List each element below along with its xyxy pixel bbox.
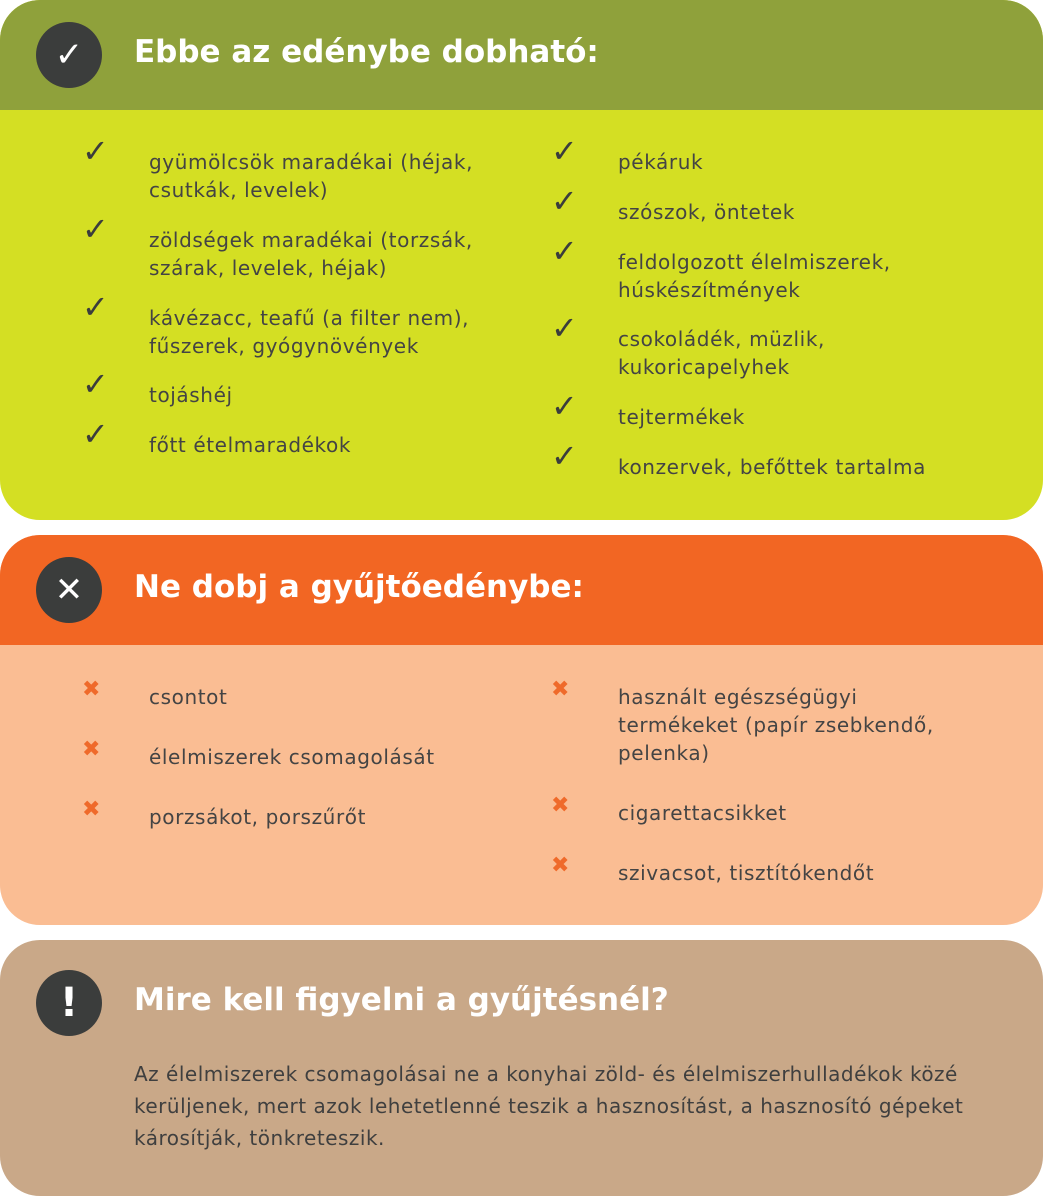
- list-item-text: csokoládék, müzlik, kukoricapelyhek: [618, 327, 825, 379]
- check-icon: ✓: [36, 22, 102, 88]
- list-item-text: pékáruk: [618, 150, 704, 174]
- notice-text: Az élelmiszerek csomagolásai ne a konyhai zöld- és élelmiszerhulladékok közé kerüljenek, mert azok lehetetlenné teszik a hasznosítást, a hasznosító gépeket károsítják, tönkreteszik.: [134, 1062, 964, 1150]
- list-item-text: tejtermékek: [618, 405, 745, 429]
- list-item-text: használt egészségügyi termékeket (papír zsebkendő, pelenka): [618, 685, 934, 765]
- list-item-text: cigarettacsikket: [618, 801, 787, 825]
- list-item-text: feldolgozott élelmiszerek, húskészítmények: [618, 250, 891, 302]
- checkmark-icon: ✓: [82, 415, 109, 453]
- list-item-text: zöldségek maradékai (torzsák, szárak, levelek, héjak): [149, 228, 473, 280]
- checkmark-icon: ✓: [551, 182, 578, 220]
- forbidden-header: [0, 535, 1043, 645]
- x-mark-icon: ✖: [82, 797, 101, 822]
- list-item-text: gyümölcsök maradékai (héjak, csutkák, levelek): [149, 150, 474, 202]
- checkmark-icon: ✓: [551, 309, 578, 347]
- list-item-text: csontot: [149, 685, 228, 709]
- list-item-text: szószok, öntetek: [618, 200, 795, 224]
- list-item-text: főtt ételmaradékok: [149, 433, 352, 457]
- x-mark-icon: ✖: [551, 853, 570, 878]
- close-icon: ✕: [36, 557, 102, 623]
- checkmark-icon: ✓: [82, 132, 109, 170]
- notice-panel: [0, 940, 1043, 1196]
- checkmark-icon: ✓: [551, 387, 578, 425]
- x-mark-icon: ✖: [82, 737, 101, 762]
- x-mark-icon: ✖: [551, 677, 570, 702]
- notice-header: [0, 940, 1043, 1060]
- exclamation-icon: !: [36, 970, 102, 1036]
- list-item-text: szivacsot, tisztítókendőt: [618, 861, 875, 885]
- allowed-header: [0, 0, 1043, 110]
- list-item-text: kávézacc, teafű (a filter nem), fűszerek, gyógynövények: [149, 306, 470, 358]
- checkmark-icon: ✓: [551, 437, 578, 475]
- allowed-title: Ebbe az edénybe dobható:: [134, 34, 599, 70]
- list-item-text: porzsákot, porszűrőt: [149, 805, 367, 829]
- checkmark-icon: ✓: [82, 210, 109, 248]
- list-item-text: konzervek, befőttek tartalma: [618, 455, 926, 479]
- forbidden-panel: [0, 535, 1043, 925]
- x-mark-icon: ✖: [551, 793, 570, 818]
- checkmark-icon: ✓: [82, 288, 109, 326]
- list-item-text: tojáshéj: [149, 383, 233, 407]
- checkmark-icon: ✓: [82, 365, 109, 403]
- allowed-panel: [0, 0, 1043, 520]
- notice-title: Mire kell figyelni a gyűjtésnél?: [134, 982, 669, 1018]
- checkmark-icon: ✓: [551, 132, 578, 170]
- forbidden-title: Ne dobj a gyűjtőedénybe:: [134, 569, 584, 605]
- checkmark-icon: ✓: [551, 232, 578, 270]
- list-item-text: élelmiszerek csomagolását: [149, 745, 435, 769]
- x-mark-icon: ✖: [82, 677, 101, 702]
